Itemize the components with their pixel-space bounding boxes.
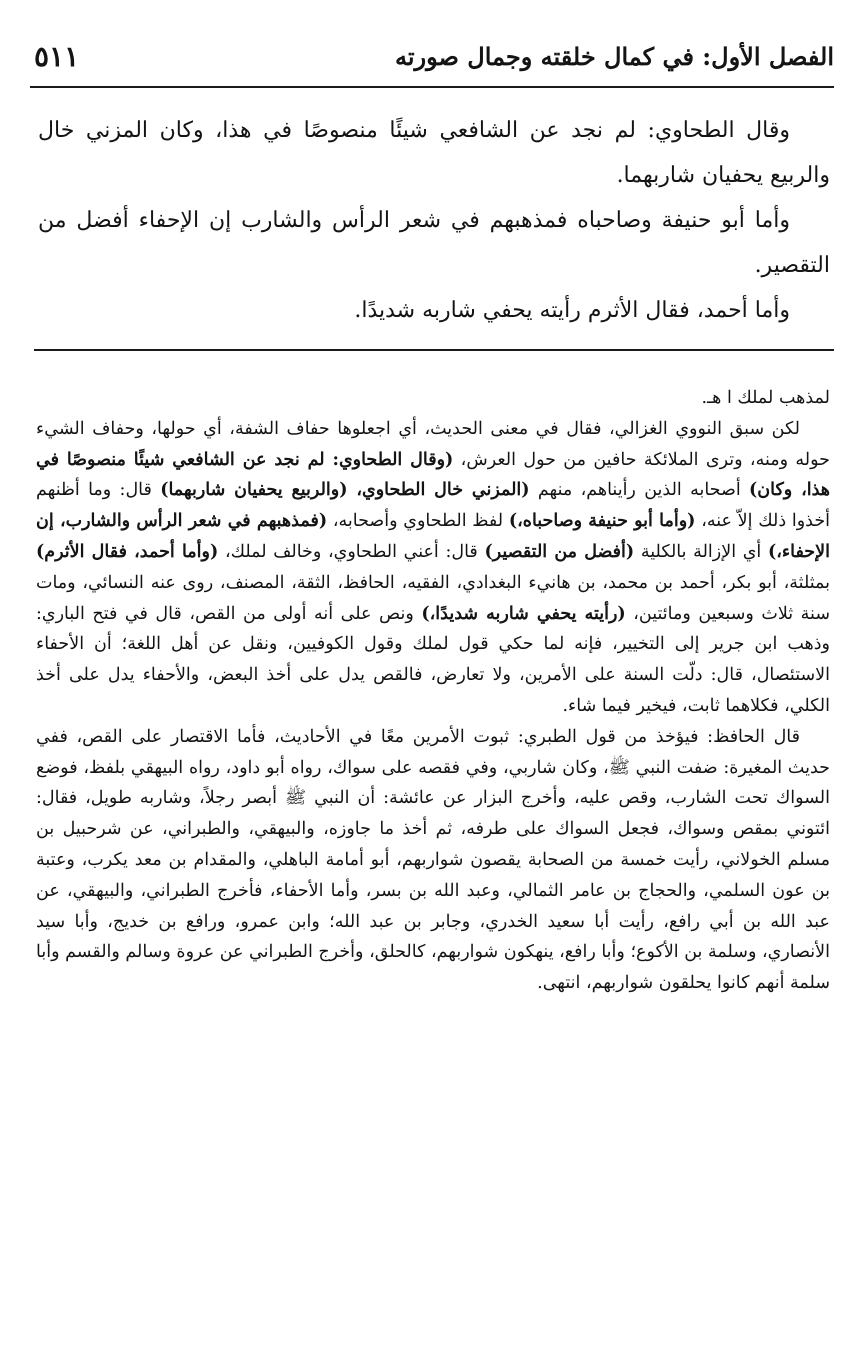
page-number: ٥١١	[34, 40, 80, 73]
commentary-text: لفظ الطحاوي وأصحابه،	[327, 511, 509, 532]
commentary-paragraph	[36, 414, 830, 722]
quoted-text: (أفضل من التقصير)	[484, 541, 635, 562]
chapter-title: الفصل الأول: في كمال خلقته وجمال صورته	[394, 42, 834, 71]
main-paragraph: وقال الطحاوي: لم نجد عن الشافعي شيئًا منصوصًا في هذا، وكان المزني خال والربيع يحفيان شاربهما.	[38, 118, 830, 188]
quoted-text: (وقال الطحاوي: لم نجد عن الشافعي شيئًا منصوصًا في هذا، وكان)	[36, 449, 831, 501]
main-paragraph: وأما أحمد، فقال الأثرم رأيته يحفي شاربه شديدًا.	[354, 298, 790, 323]
quoted-text: (المزني خال الطحاوي، (والربيع يحفيان شاربهما)	[160, 480, 530, 501]
quoted-text: (فمذهبهم في شعر الرأس والشارب، إن الإحفاء،)	[36, 511, 830, 562]
quoted-text: (وأما أبو حنيفة وصاحباه،)	[508, 511, 696, 532]
quoted-text: (وأما أحمد، فقال الأثرم)	[36, 541, 219, 562]
commentary-text: قال: وما أظنهم أخذوا ذلك إلاّ عنه،	[36, 480, 831, 532]
commentary-text: أصحابه الذين رأيناهم، منهم	[529, 480, 749, 501]
main-paragraph: وأما أبو حنيفة وصاحباه فمذهبهم في شعر الرأس والشارب إن الإحفاء أفضل من التقصير.	[38, 208, 830, 278]
commentary-paragraph: قال الحافظ: فيؤخذ من قول الطبري: ثبوت الأمرين معًا في الأحاديث، فأما الاقتصار على القص، ففي حديث المغيرة: ضفت النبي ﷺ، وكان شاربي، وفي فقصه على سواك، رواه أبو داود، رواه البيهقي بلفظ، فوضع السواك تحت الشارب، وقص عليه، وأخرج البزار عن عائشة: أن النبي ﷺ أبصر رجلاً، وشاربه طويل، فقال: ائتوني بمقص وسواك، فجعل السواك على طرفه، ثم أخذ ما جاوزه، والبيهقي، والطبراني، عن شرحبيل بن مسلم الخولاني، رأيت خمسة من الصحابة يقصون شواربهم، أبو أمامة الباهلي، والمقدام بن معد يكرب، وعتبة بن عون السلمي، والحجاج بن عامر الثمالي، وعبد الله بن بسر، وأما الأحفاء، فأخرج الطبراني، والبيهقي، عن عبد الله بن أبي رافع، رأيت أبا سعيد الخدري، وجابر بن عبد الله؛ وابن عمرو، ورافع بن خديج، وأبا سيد الأنصاري، وسلمة بن الأكوع؛ وأبا رافع، ينهكون شواربهم، كالحلق، وأخرج الطبراني عن عروة وسالم والقسم وأبا سلمة أنهم كانوا يحلقون شواربهم، انتهى.	[36, 726, 830, 994]
quoted-text: (رأيته يحفي شاربه شديدًا،)	[421, 603, 626, 624]
commentary-text: ونص على أنه أولى من القص، قال في فتح الباري: وذهب ابن جرير إلى التخيير، فإنه لما حكي قول لملك وقول الكوفيين، ونقل عن أهل اللغة؛ أن الأحفاء الاستئصال، قال: دلّت السنة على الأمرين، ولا تعارض، فالقص يدل على أخذ البعض، والأحفاء يدل على أخذ الكلي، فكلاهما ثابت، فيخير فيما شاء.	[36, 603, 830, 716]
commentary	[36, 383, 830, 999]
commentary-text: بمثلثة، أبو بكر، أحمد بن محمد، بن هانيء البغدادي، الفقيه، الحافظ، الثقة، المصنف، روى عنه النسائي، ومات سنة ثلاث وسبعين ومائتين،	[36, 572, 831, 624]
main-text	[38, 108, 830, 333]
running-header	[30, 34, 834, 88]
footnote-separator	[34, 349, 834, 351]
commentary-paragraph: لمذهب لملك ا هـ.	[701, 388, 830, 408]
commentary-text: أي الإزالة بالكلية	[634, 541, 768, 562]
commentary-text: قال: أعني الطحاوي، وخالف لملك،	[218, 541, 485, 562]
commentary-text: لكن سبق النووي الغزالي، فقال في معنى الحديث، أي اجعلوها حفاف الشفة، أي حولها، وحفاف الشيء حوله ومنه، وترى الملائكة حافين من حول العرش،	[36, 418, 830, 470]
